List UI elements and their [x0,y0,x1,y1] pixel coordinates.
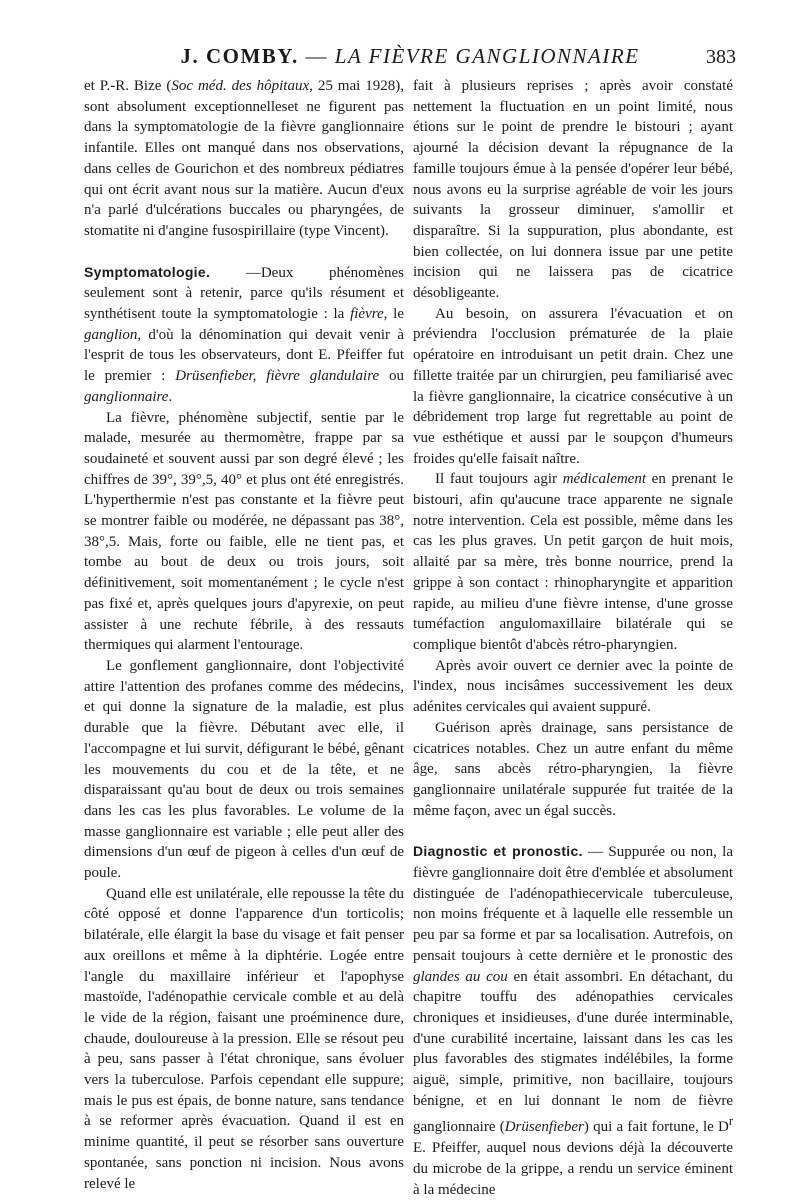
emphasis: fièvre [350,306,384,323]
text-run: ) qui a fait fortune, le D [583,1119,729,1136]
text-run: — Suppurée ou non, la fièvre ganglionnaire doit être d'emblée et absolument distinguée de l'adénopathiecervicale tuberculeuse, non moins fréquente et à laquelle elle ressemble un peu par sa forme et par sa localisation. Autrefois, on pensait toujours à cette dernière et le pronostic des [413,844,733,964]
emphasis: médicalement [562,471,646,488]
header-headline: LA FIÈVRE GANGLIONNAIRE [334,44,640,68]
paragraph: Après avoir ouvert ce dernier avec la pointe de l'index, nous incisâmes successivement les deux adénites cervicales qui avaient suppuré. [413,657,733,716]
text-run: et P.-R. Bize ( [84,78,172,94]
header-separator: — [298,44,335,68]
journal-citation: Soc méd. des hôpitaux [171,78,310,94]
text-run: en était assombri. En détachant, du chapitre touffu des adénopathies cervicales chroniques et insidieuses, d'une durée interminable, d'une curabilité incertaine, laissant dans les cas les plus favorables des stigmates indélébiles, la forme aiguë, simple, primitive, non bacillaire, toujours bénigne, et en lui donnant le nom de fièvre ganglionnaire ( [413,968,733,1136]
section-heading-diagnostic: Diagnostic et pronostic. [413,843,583,860]
text-run: Il faut toujours agir [435,471,563,488]
paragraph-symptomatologie [84,262,404,408]
superscript: r [728,1114,734,1129]
text-run: , 25 mai 1928), sont absolument exceptionnelleset ne figurent pas dans la symptomatologie de la fièvre ganglionnaire infantile. Elles ont manqué dans nos observations, dans celles de Gourichon et des nombreux pédiatres qui ont écrit avant nous sur la matière. Aucun d'eux n'a parlé d'ulcérations buccales ou pharyngées, de stomatite ni d'angine fusospirillaire (type Vincent). [84,78,404,239]
text-run: ou [379,368,405,385]
text-run: , d'où la dénomination qui devait venir à l'esprit de tous les observateurs, dont E. Pfeiffer fut le premier : [84,326,404,385]
header-author: J. COMBY. [180,44,299,68]
paragraph: La fièvre, phénomène subjectif, sentie par le malade, mesurée au thermomètre, frappe par sa soudaineté et souvent aussi par son degré élevé ; les chiffres de 39°, 39°,5, 40° et plus ont été enregistrés. L'hyperthermie n'est pas constante et la fièvre peut se montrer faible ou modérée, ne dépassant pas 38°, 38°,5. Mais, forte ou faible, elle ne tient pas, et tombe au bout de deux ou trois jours, soit définitivement, soit momentanément ; le cycle n'est pas fixé et, après quelques jours d'apyrexie, on peut assister à une rechute fébrile, à des ressauts thermiques qui alarment l'entourage. [84,409,404,654]
paragraph: Quand elle est unilatérale, elle repousse la tête du côté opposé et donne l'apparence d'un torticolis; bilatérale, elle élargit la base du visage et fait penser aux oreillons et même à la diphtérie. Logée entre l'angle du maxillaire inférieur et l'apophyse mastoïde, l'adénopathie cervicale comble et au delà le vide de la région, faisant une proéminence dure, chaude, douloureuse à la pression. Elle se résout peu à peu, sans passer à l'état chronique, sans évoluer vers la tuberculose. Parfois cependant elle suppure; mais le pus est épais, de bonne nature, sans tendance à se reformer après évacuation. Quand il est en minime quantité, il peut se résorber sans ouverture spontanée, sans ponction ni incision. Nous avons relevé le [84,885,404,1192]
emphasis: ganglionnaire [84,388,169,405]
page-number: 383 [706,46,736,68]
emphasis: Drüsenfieber [504,1119,584,1136]
emphasis: Drüsenfieber, fièvre glandulaire [175,368,380,385]
left-column [84,76,404,1194]
page-header-title [84,44,736,69]
paragraph [84,76,404,242]
running-head [84,44,736,74]
text-run: . [168,388,173,405]
text-run: —Deux phénomènes seulement sont à retenir, parce qu'ils résument et synthétisent toute la symptomatologie : la [84,264,404,323]
text-run: E. Pfeiffer, auquel nous devions déjà la découverte du microbe de la grippe, a rendu un service éminent à la médecine [413,1140,733,1198]
paragraph: Le gonflement ganglionnaire, dont l'objectivité attire l'attention des profanes comme des médecins, et qui donne la signature de la maladie, est plus durable que la fièvre. Débutant avec elle, il l'accompagne et lui survit, défigurant le bébé, gênant les mouvements du cou et de la tête, et ne disparaissant qu'au bout de deux ou trois semaines dans les cas les plus favorables. Le volume de la masse ganglionnaire est variable ; elle peut aller des dimensions d'un œuf de pigeon à celles d'un œuf de poule. [84,657,404,882]
emphasis: ganglion [84,326,138,343]
text-run: , le [383,306,404,323]
emphasis: glandes au cou [413,968,508,985]
text-run: en prenant le bistouri, afin qu'aucune trace apparente ne signale notre intervention. Cela est possible, même dans les cas les plus graves. Un petit garçon de huit mois, allaité par sa mère, très bonne nourrice, prend la grippe à son contact : rhinopharyngite et apparition rapide, au milieu d'une fièvre intense, d'une grosse tuméfaction angulomaxillaire bilatérale qui se complique bientôt d'abcès rétro-pharyngien. [413,471,733,653]
paragraph: Guérison après drainage, sans persistance de cicatrices notables. Chez un autre enfant du même âge, sans abcès rétro-pharyngien, la fièvre ganglionnaire unilatérale suppurée fut traitée de la même façon, avec un égal succès. [413,719,733,819]
paragraph-diagnostic [413,841,733,1200]
paragraph: Au besoin, on assurera l'évacuation et on préviendra l'occlusion prématurée de la plaie opératoire en introduisant un petit drain. Chez une fillette traitée par un chirurgien, peu familiarisé avec la fièvre ganglionnaire, la cicatrice consécutive à un débridement trop large fut regrettable au point de vue esthétique et aussi par le soupçon d'humeurs froides qu'elle faisait naître. [413,305,733,467]
paragraph: fait à plusieurs reprises ; après avoir constaté nettement la fluctuation en un point limité, nous étions sur le point de prendre le bistouri ; ayant ajourné la décision devant la répugnance de la famille toujours émue à la pensée d'opérer leur bébé, nous avons eu la surprise agréable de voir les jours suivants la grosseur diminuer, s'amollir et disparaître. Si la suppuration, plus abondante, est bien collectée, on lui donnera issue par une petite incision qui ne laissera pas de cicatrice désobligeante. [413,78,733,302]
section-heading-symptomatologie: Symptomatologie. [84,263,211,280]
paragraph [413,469,733,655]
right-column [413,76,733,1200]
